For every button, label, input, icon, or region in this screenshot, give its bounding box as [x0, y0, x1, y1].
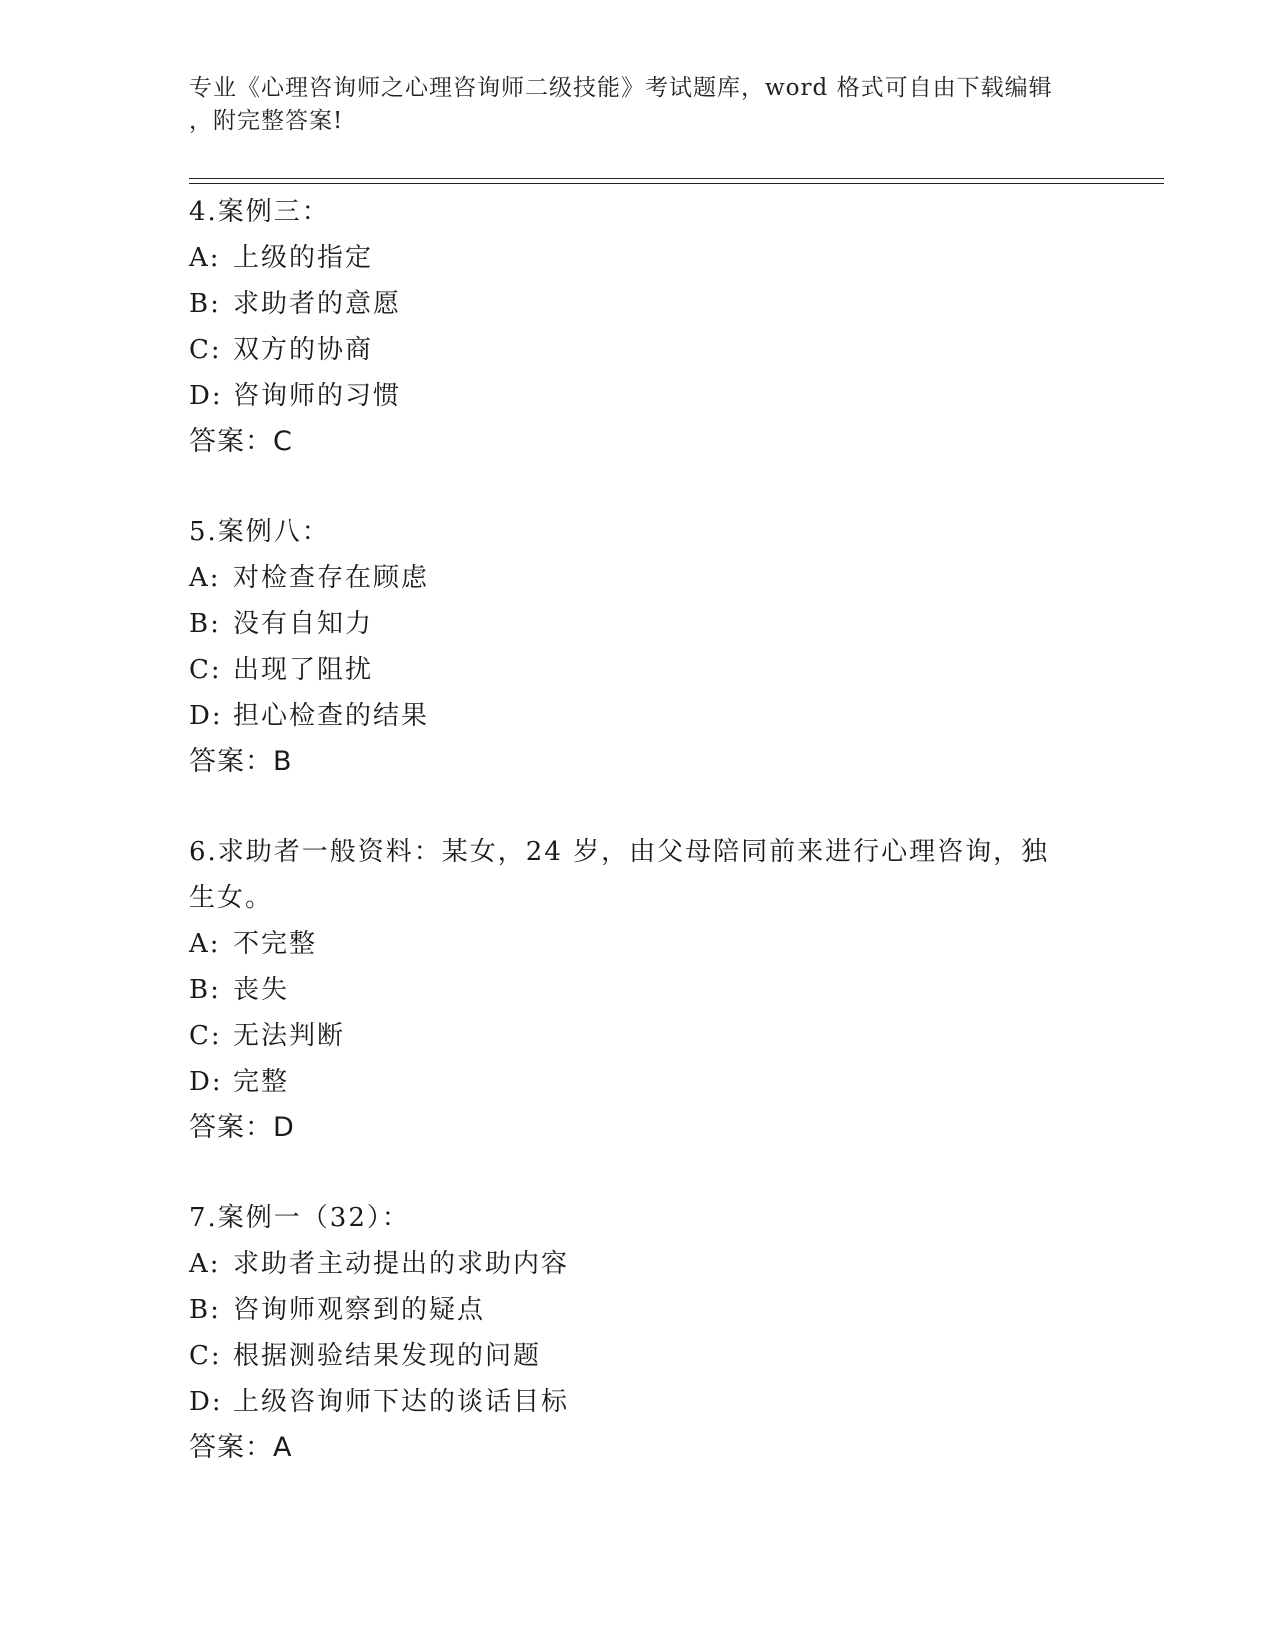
answer-line: 答案：A — [189, 1432, 293, 1463]
option-letter: D: — [189, 701, 223, 731]
header-divider-bottom — [189, 183, 1164, 184]
header-line-2: ，附完整答案! — [189, 108, 344, 134]
option-letter: C: — [189, 1021, 222, 1051]
option-a — [189, 921, 1089, 967]
option-letter: B: — [189, 975, 221, 1005]
option-text: 不完整 — [233, 929, 318, 959]
option-text: 完整 — [233, 1067, 290, 1097]
option-text: 双方的协商 — [233, 335, 374, 365]
option-letter: A: — [189, 929, 221, 959]
question-stem: 5.案例八： — [189, 517, 330, 547]
option-text: 对检查存在顾虑 — [233, 563, 430, 593]
option-text: 上级的指定 — [233, 243, 374, 273]
option-d — [189, 693, 1089, 739]
question-stem: 7.案例一（32）： — [189, 1203, 410, 1233]
option-letter: C: — [189, 335, 222, 365]
option-a — [189, 555, 1089, 601]
option-text: 无法判断 — [233, 1021, 346, 1051]
question-stem: 4.案例三： — [189, 197, 330, 227]
option-letter: D: — [189, 1387, 223, 1417]
option-letter: D: — [189, 381, 223, 411]
option-c — [189, 1013, 1089, 1059]
option-text: 丧失 — [233, 975, 290, 1005]
option-c — [189, 647, 1089, 693]
option-text: 求助者主动提出的求助内容 — [233, 1249, 570, 1279]
option-letter: B: — [189, 289, 221, 319]
answer-line: 答案：B — [189, 746, 293, 777]
option-text: 咨询师观察到的疑点 — [233, 1295, 486, 1325]
option-text: 求助者的意愿 — [233, 289, 402, 319]
answer-line: 答案：C — [189, 426, 293, 457]
option-c — [189, 1333, 1089, 1379]
question-list — [189, 189, 1089, 1471]
option-text: 没有自知力 — [233, 609, 374, 639]
header-line-1: 专业《心理咨询师之心理咨询师二级技能》考试题库，word 格式可自由下载编辑 — [189, 75, 1053, 101]
option-b — [189, 967, 1089, 1013]
option-letter: A: — [189, 1249, 221, 1279]
option-text: 上级咨询师下达的谈话目标 — [233, 1387, 570, 1417]
option-letter: A: — [189, 563, 221, 593]
option-c — [189, 327, 1089, 373]
option-letter: B: — [189, 1295, 221, 1325]
option-letter: B: — [189, 609, 221, 639]
option-letter: C: — [189, 1341, 222, 1371]
option-text: 担心检查的结果 — [233, 701, 430, 731]
option-d — [189, 1059, 1089, 1105]
option-text: 出现了阻扰 — [233, 655, 374, 685]
document-header — [189, 72, 1079, 138]
question-5 — [189, 509, 1089, 785]
header-divider-top — [189, 178, 1164, 179]
question-6 — [189, 829, 1089, 1151]
question-stem: 6.求助者一般资料：某女，24 岁，由父母陪同前来进行心理咨询，独 生女。 — [189, 837, 1050, 913]
option-a — [189, 1241, 1089, 1287]
question-7 — [189, 1195, 1089, 1471]
option-text: 咨询师的习惯 — [233, 381, 402, 411]
option-b — [189, 281, 1089, 327]
option-letter: D: — [189, 1067, 223, 1097]
option-b — [189, 1287, 1089, 1333]
option-letter: C: — [189, 655, 222, 685]
option-b — [189, 601, 1089, 647]
option-d — [189, 373, 1089, 419]
option-a — [189, 235, 1089, 281]
option-letter: A: — [189, 243, 221, 273]
option-d — [189, 1379, 1089, 1425]
question-4 — [189, 189, 1089, 465]
option-text: 根据测验结果发现的问题 — [233, 1341, 542, 1371]
answer-line: 答案：D — [189, 1112, 295, 1143]
